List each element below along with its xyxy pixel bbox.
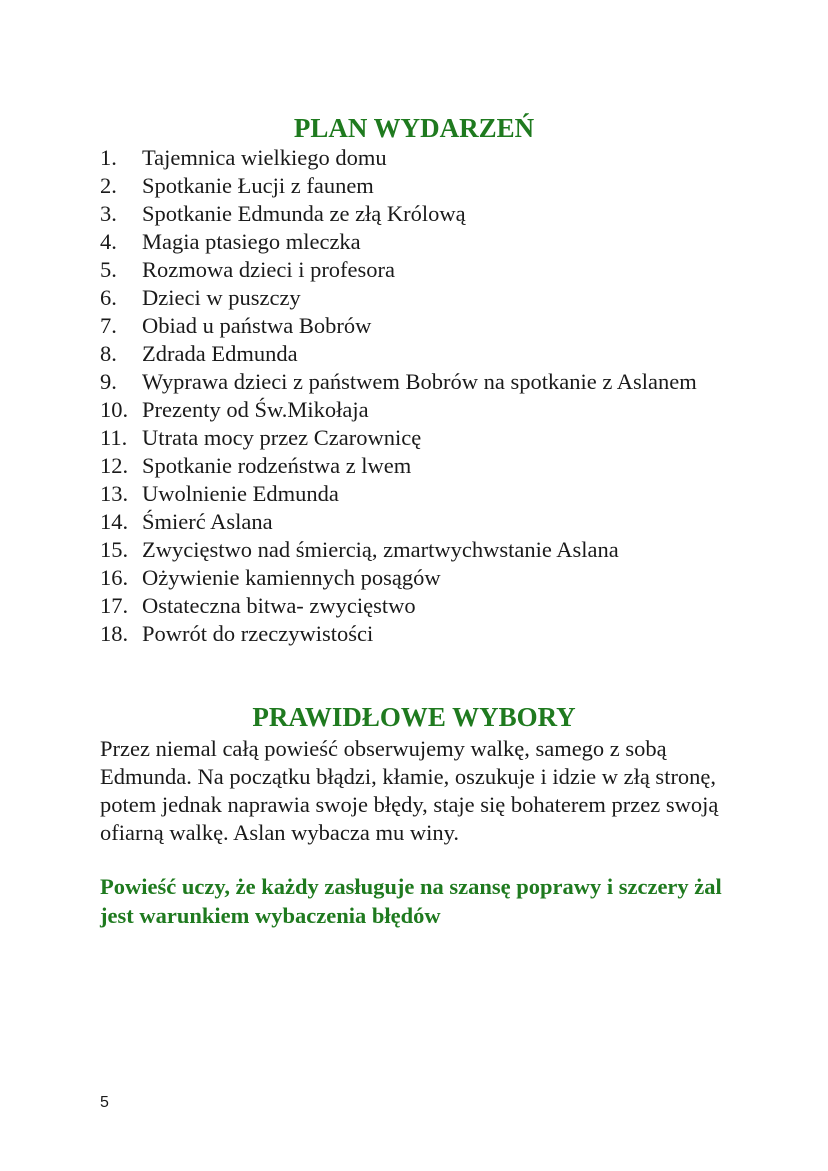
list-item-number: 3. bbox=[100, 201, 117, 226]
list-item-number: 5. bbox=[100, 257, 117, 282]
list-item-number: 11. bbox=[100, 425, 128, 450]
list-item-number: 13. bbox=[100, 481, 129, 506]
list-item-text: Śmierć Aslana bbox=[142, 509, 273, 534]
list-item bbox=[100, 340, 740, 368]
list-item-text: Powrót do rzeczywistości bbox=[142, 621, 374, 646]
list-item bbox=[100, 256, 740, 284]
list-item-text: Zdrada Edmunda bbox=[142, 341, 298, 366]
list-item bbox=[100, 172, 740, 200]
list-item-text: Dzieci w puszczy bbox=[142, 285, 301, 310]
list-item-number: 8. bbox=[100, 341, 117, 366]
list-item bbox=[100, 368, 740, 396]
list-item-text: Zwycięstwo nad śmiercią, zmartwychwstanie Aslana bbox=[142, 537, 619, 562]
list-item-number: 4. bbox=[100, 229, 117, 254]
list-item-number: 16. bbox=[100, 565, 129, 590]
list-item bbox=[100, 564, 740, 592]
list-item bbox=[100, 424, 740, 452]
choices-paragraph: Przez niemal całą powieść obserwujemy walkę, samego z sobą Edmunda. Na początku błądzi, kłamie, oszukuje i idzie w złą stronę, potem jednak naprawia swoje błędy, staje się bohaterem przez swoją ofiarną walkę. Aslan wybacza mu winy. bbox=[100, 736, 719, 845]
list-item bbox=[100, 144, 740, 172]
list-item-text: Wyprawa dzieci z państwem Bobrów na spotkanie z Aslanem bbox=[142, 369, 697, 394]
list-item bbox=[100, 200, 740, 228]
list-item-text: Tajemnica wielkiego domu bbox=[142, 145, 387, 170]
list-item-number: 2. bbox=[100, 173, 117, 198]
list-item-number: 15. bbox=[100, 537, 129, 562]
list-item-text: Uwolnienie Edmunda bbox=[142, 481, 339, 506]
list-item bbox=[100, 312, 740, 340]
list-item-number: 18. bbox=[100, 621, 129, 646]
list-item bbox=[100, 592, 740, 620]
list-item-number: 7. bbox=[100, 313, 117, 338]
list-item-text: Spotkanie rodzeństwa z lwem bbox=[142, 453, 412, 478]
list-item-text: Magia ptasiego mleczka bbox=[142, 229, 361, 254]
list-item-number: 1. bbox=[100, 145, 117, 170]
moral-statement: Powieść uczy, że każdy zasługuje na szansę poprawy i szczery żal jest warunkiem wybaczenia błędów bbox=[100, 874, 722, 928]
list-item-text: Obiad u państwa Bobrów bbox=[142, 313, 372, 338]
list-item bbox=[100, 480, 740, 508]
list-item-number: 9. bbox=[100, 369, 117, 394]
list-item-text: Rozmowa dzieci i profesora bbox=[142, 257, 396, 282]
list-item-text: Prezenty od Św.Mikołaja bbox=[142, 397, 369, 422]
list-item-number: 6. bbox=[100, 285, 117, 310]
list-item bbox=[100, 452, 740, 480]
list-item bbox=[100, 620, 740, 648]
list-item-number: 14. bbox=[100, 509, 129, 534]
list-item bbox=[100, 396, 740, 424]
list-item-text: Utrata mocy przez Czarownicę bbox=[142, 425, 422, 450]
list-item-number: 10. bbox=[100, 397, 129, 422]
plan-heading: PLAN WYDARZEŃ bbox=[293, 113, 535, 143]
plan-list bbox=[100, 144, 740, 648]
list-item-text: Spotkanie Łucji z faunem bbox=[142, 173, 374, 198]
page-number: 5 bbox=[100, 1094, 109, 1111]
list-item-text: Ostateczna bitwa- zwycięstwo bbox=[142, 593, 416, 618]
list-item bbox=[100, 228, 740, 256]
list-item bbox=[100, 284, 740, 312]
choices-heading: PRAWIDŁOWE WYBORY bbox=[252, 702, 576, 732]
list-item-text: Ożywienie kamiennych posągów bbox=[142, 565, 441, 590]
list-item bbox=[100, 536, 740, 564]
list-item-number: 12. bbox=[100, 453, 129, 478]
list-item bbox=[100, 508, 740, 536]
list-item-number: 17. bbox=[100, 593, 129, 618]
list-item-text: Spotkanie Edmunda ze złą Królową bbox=[142, 201, 466, 226]
